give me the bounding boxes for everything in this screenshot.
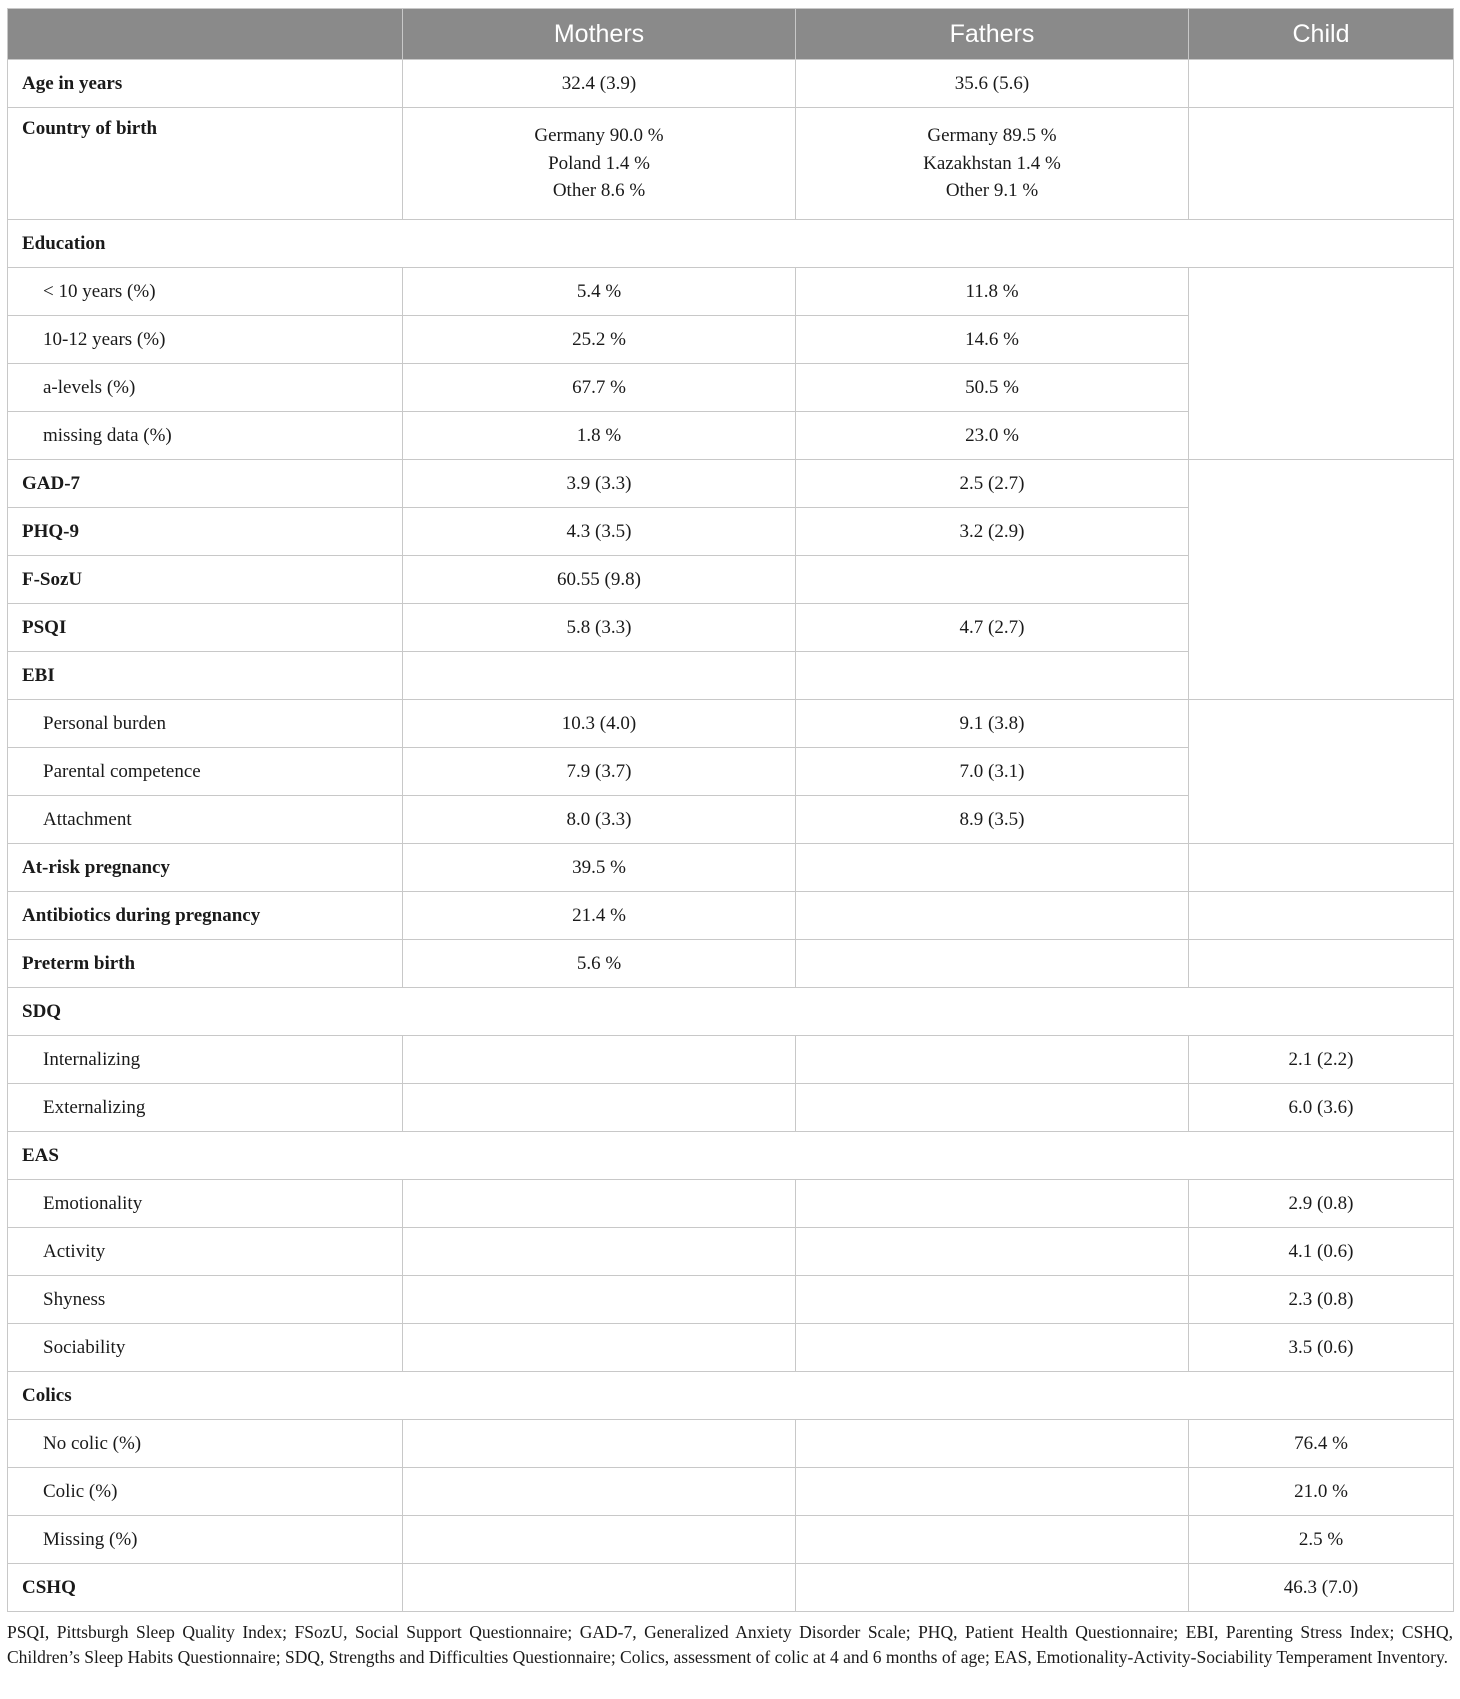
row-label: GAD-7: [8, 460, 403, 508]
cell-mothers: [403, 1324, 796, 1372]
cell-fathers: [796, 652, 1189, 700]
cell-mothers: 5.6 %: [403, 940, 796, 988]
cell-fathers: [796, 1516, 1189, 1564]
section-label: SDQ: [8, 988, 1454, 1036]
table-row: [8, 892, 1454, 940]
row-label: At-risk pregnancy: [8, 844, 403, 892]
row-label: EBI: [8, 652, 403, 700]
header-mothers: Mothers: [403, 9, 796, 60]
cell-mothers: 21.4 %: [403, 892, 796, 940]
cell-mothers: [403, 1180, 796, 1228]
cell-mothers: 7.9 (3.7): [403, 748, 796, 796]
cell-mothers: 39.5 %: [403, 844, 796, 892]
row-label: F-SozU: [8, 556, 403, 604]
cell-fathers: [796, 108, 1189, 220]
cell-child: 76.4 %: [1189, 1420, 1454, 1468]
row-label: Activity: [8, 1228, 403, 1276]
cell-child: 21.0 %: [1189, 1468, 1454, 1516]
table-row: [8, 1276, 1454, 1324]
table-row: [8, 1516, 1454, 1564]
cell-fathers: 23.0 %: [796, 412, 1189, 460]
cell-mothers: 8.0 (3.3): [403, 796, 796, 844]
cell-child: 6.0 (3.6): [1189, 1084, 1454, 1132]
row-label: Sociability: [8, 1324, 403, 1372]
header-child: Child: [1189, 9, 1454, 60]
row-label: No colic (%): [8, 1420, 403, 1468]
cell-fathers: [796, 1084, 1189, 1132]
cell-fathers: [796, 1468, 1189, 1516]
cell-fathers: [796, 1324, 1189, 1372]
row-label: Personal burden: [8, 700, 403, 748]
section-row: [8, 1372, 1454, 1420]
cell-fathers: 8.9 (3.5): [796, 796, 1189, 844]
cell-line: Germany 90.0 %: [534, 125, 664, 147]
header-empty: [8, 9, 403, 60]
cell-mothers: [403, 652, 796, 700]
cell-fathers: [796, 892, 1189, 940]
cell-child: [1189, 892, 1454, 940]
cell-line: Other 9.1 %: [945, 180, 1039, 202]
table-row: [8, 1180, 1454, 1228]
row-label: 10-12 years (%): [8, 316, 403, 364]
cell-fathers: 4.7 (2.7): [796, 604, 1189, 652]
cell-mothers: 1.8 %: [403, 412, 796, 460]
cell-child: 2.1 (2.2): [1189, 1036, 1454, 1084]
table-row: [8, 1468, 1454, 1516]
cell-child: [1189, 108, 1454, 220]
cell-line: Other 8.6 %: [552, 180, 646, 202]
cell-mothers: [403, 1516, 796, 1564]
cell-fathers: [796, 1036, 1189, 1084]
row-label: Age in years: [8, 60, 403, 108]
table-row: [8, 940, 1454, 988]
row-label: Attachment: [8, 796, 403, 844]
table-row: [8, 1324, 1454, 1372]
table-row: [8, 700, 1454, 748]
row-label: missing data (%): [8, 412, 403, 460]
cell-fathers: [796, 940, 1189, 988]
cell-line: Germany 89.5 %: [927, 125, 1057, 147]
row-label: Country of birth: [8, 108, 403, 220]
table-row: [8, 60, 1454, 108]
cell-child: [1189, 460, 1454, 700]
section-row: [8, 1132, 1454, 1180]
row-label: PHQ-9: [8, 508, 403, 556]
cell-mothers: 10.3 (4.0): [403, 700, 796, 748]
cell-line: Kazakhstan 1.4 %: [923, 152, 1061, 174]
row-label: Externalizing: [8, 1084, 403, 1132]
section-row: [8, 988, 1454, 1036]
table-row: [8, 108, 1454, 220]
cell-fathers: [796, 1420, 1189, 1468]
table-row: [8, 268, 1454, 316]
cell-child: [1189, 60, 1454, 108]
cell-child: 2.9 (0.8): [1189, 1180, 1454, 1228]
cell-mothers: 5.4 %: [403, 268, 796, 316]
row-label: Shyness: [8, 1276, 403, 1324]
cell-mothers: [403, 1468, 796, 1516]
table-row: [8, 1036, 1454, 1084]
cell-child: [1189, 268, 1454, 460]
table-row: [8, 1084, 1454, 1132]
cell-mothers: 5.8 (3.3): [403, 604, 796, 652]
cell-fathers: 7.0 (3.1): [796, 748, 1189, 796]
cell-fathers: [796, 1564, 1189, 1612]
header-row: [8, 9, 1454, 60]
cell-fathers: 2.5 (2.7): [796, 460, 1189, 508]
cell-fathers: [796, 1276, 1189, 1324]
cell-mothers: 4.3 (3.5): [403, 508, 796, 556]
cell-child: 4.1 (0.6): [1189, 1228, 1454, 1276]
header-fathers: Fathers: [796, 9, 1189, 60]
cell-fathers: 35.6 (5.6): [796, 60, 1189, 108]
table-row: [8, 460, 1454, 508]
table-row: [8, 1564, 1454, 1612]
section-label: Colics: [8, 1372, 1454, 1420]
table-row: [8, 1228, 1454, 1276]
cell-child: 3.5 (0.6): [1189, 1324, 1454, 1372]
cell-child: [1189, 940, 1454, 988]
cell-fathers: 3.2 (2.9): [796, 508, 1189, 556]
cell-child: 46.3 (7.0): [1189, 1564, 1454, 1612]
row-label: a-levels (%): [8, 364, 403, 412]
cell-mothers: 67.7 %: [403, 364, 796, 412]
cell-fathers: [796, 1228, 1189, 1276]
cell-fathers: [796, 556, 1189, 604]
row-label: Antibiotics during pregnancy: [8, 892, 403, 940]
row-label: Missing (%): [8, 1516, 403, 1564]
cell-mothers: [403, 1276, 796, 1324]
table-footnote: PSQI, Pittsburgh Sleep Quality Index; FSozU, Social Support Questionnaire; GAD-7, Generalized Anxiety Disorder Scale; PHQ, Patient Health Questionnaire; EBI, Parenting Stress Index; CSHQ, Children’s Sleep Habits Questionnaire; SDQ, Strengths and Difficulties Questionnaire; Colics, assessment of colic at 4 and 6 months of age; EAS, Emotionality-Activity-Sociability Temperament Inventory.: [7, 1622, 1453, 1667]
cell-child: [1189, 700, 1454, 844]
cell-mothers: [403, 1036, 796, 1084]
cell-mothers: 60.55 (9.8): [403, 556, 796, 604]
cell-fathers: 11.8 %: [796, 268, 1189, 316]
section-row: [8, 220, 1454, 268]
row-label: Parental competence: [8, 748, 403, 796]
row-label: Emotionality: [8, 1180, 403, 1228]
cell-fathers: 50.5 %: [796, 364, 1189, 412]
cell-mothers: [403, 1228, 796, 1276]
demographics-table: [7, 8, 1454, 1612]
cell-mothers: [403, 1420, 796, 1468]
cell-mothers: [403, 108, 796, 220]
cell-fathers: [796, 1180, 1189, 1228]
cell-mothers: 25.2 %: [403, 316, 796, 364]
table-row: [8, 1420, 1454, 1468]
row-label: PSQI: [8, 604, 403, 652]
cell-mothers: 32.4 (3.9): [403, 60, 796, 108]
cell-mothers: [403, 1564, 796, 1612]
row-label: Internalizing: [8, 1036, 403, 1084]
cell-fathers: 9.1 (3.8): [796, 700, 1189, 748]
section-label: EAS: [8, 1132, 1454, 1180]
table-row: [8, 844, 1454, 892]
row-label: CSHQ: [8, 1564, 403, 1612]
cell-child: [1189, 844, 1454, 892]
cell-child: 2.5 %: [1189, 1516, 1454, 1564]
row-label: Colic (%): [8, 1468, 403, 1516]
data-table-container: [7, 8, 1453, 1612]
cell-child: 2.3 (0.8): [1189, 1276, 1454, 1324]
cell-fathers: 14.6 %: [796, 316, 1189, 364]
cell-mothers: 3.9 (3.3): [403, 460, 796, 508]
row-label: < 10 years (%): [8, 268, 403, 316]
row-label: Preterm birth: [8, 940, 403, 988]
section-label: Education: [8, 220, 1454, 268]
cell-mothers: [403, 1084, 796, 1132]
cell-line: Poland 1.4 %: [548, 152, 650, 174]
cell-fathers: [796, 844, 1189, 892]
